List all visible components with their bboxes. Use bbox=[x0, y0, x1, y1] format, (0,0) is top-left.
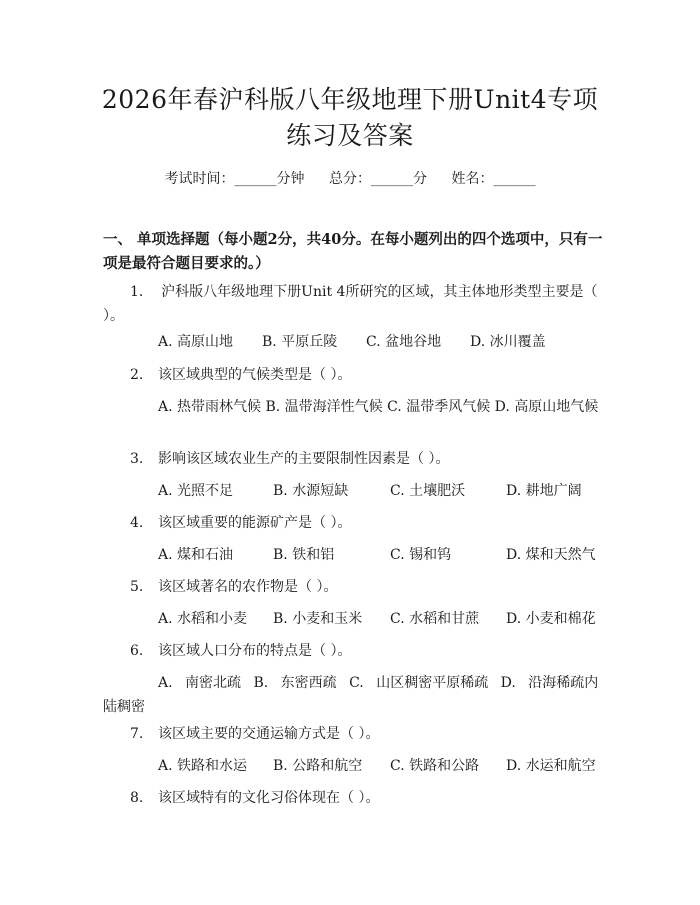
option-d: D. 煤和天然气 bbox=[506, 547, 596, 563]
option-c: C. 水稻和甘蔗 bbox=[390, 611, 480, 627]
option-c: C. 铁路和公路 bbox=[390, 758, 480, 774]
question-text: 该区域重要的能源矿产是（ ）。 bbox=[158, 515, 352, 531]
exam-name: 姓名：______ bbox=[451, 171, 536, 187]
question-text: 该区域主要的交通运输方式是（ ）。 bbox=[158, 726, 380, 742]
option-b: B. 小麦和玉米 bbox=[273, 611, 363, 627]
question-number: 2. bbox=[130, 367, 144, 383]
question-text: 沪科版八年级地理下册Unit 4所研究的区域，其主体地形类型主要是（ ）。 bbox=[103, 284, 598, 324]
option-d: D. 耕地广阔 bbox=[506, 483, 582, 499]
options-2: A. 热带雨林气候 B. 温带海洋性气候 C. 温带季风气候 D. 高原山地气候 bbox=[158, 399, 599, 415]
question-number: 6. bbox=[130, 643, 144, 659]
question-8 bbox=[103, 786, 603, 810]
question-text: 影响该区域农业生产的主要限制性因素是（ ）。 bbox=[158, 451, 450, 467]
question-7 bbox=[103, 722, 603, 746]
option-d: D. 水运和航空 bbox=[506, 758, 596, 774]
question-number: 8. bbox=[130, 790, 144, 806]
document-title-line2: 练习及答案 bbox=[286, 121, 414, 150]
question-text: 该区域典型的气候类型是（ ）。 bbox=[158, 367, 352, 383]
option-d: D. 冰川覆盖 bbox=[470, 334, 546, 350]
exam-time: 考试时间：______分钟 bbox=[164, 171, 305, 187]
question-1 bbox=[103, 280, 603, 328]
options-5 bbox=[103, 607, 603, 631]
option-a: A. 水稻和小麦 bbox=[158, 611, 248, 627]
option-c: C. 盆地谷地 bbox=[366, 334, 442, 350]
question-4 bbox=[103, 511, 603, 535]
question-number: 1. bbox=[130, 284, 144, 300]
option-a: A. 光照不足 bbox=[158, 483, 234, 499]
option-a: A. 铁路和水运 bbox=[158, 758, 248, 774]
section-heading: 一、 单项选择题（每小题2分，共40分。在每小题列出的四个选项中，只有一项是最符合题目要求的。） bbox=[103, 231, 603, 272]
option-b: B. 平原丘陵 bbox=[262, 334, 338, 350]
option-a: A. 煤和石油 bbox=[158, 547, 234, 563]
question-5 bbox=[103, 575, 603, 599]
option-d: D. 小麦和棉花 bbox=[506, 611, 596, 627]
options-1 bbox=[103, 330, 603, 354]
exam-meta bbox=[0, 168, 700, 188]
option-a: A. 高原山地 bbox=[158, 334, 234, 350]
question-number: 5. bbox=[130, 579, 144, 595]
document-title-line1: 2026年春沪科版八年级地理下册Unit4专项 bbox=[101, 85, 599, 114]
question-number: 3. bbox=[130, 451, 144, 467]
options-6: A. 南密北疏 B. 东密西疏 C. 山区稠密平原稀疏 D. 沿海稀疏内陆稠密 bbox=[103, 675, 599, 715]
question-text: 该区域人口分布的特点是（ ）。 bbox=[158, 643, 352, 659]
option-c: C. 锡和钨 bbox=[390, 547, 452, 563]
exam-score: 总分：______分 bbox=[329, 171, 427, 187]
question-text: 该区域著名的农作物是（ ）。 bbox=[158, 579, 338, 595]
option-b: B. 公路和航空 bbox=[273, 758, 363, 774]
option-c: C. 土壤肥沃 bbox=[390, 483, 466, 499]
options-3 bbox=[103, 479, 603, 503]
option-b: B. 水源短缺 bbox=[273, 483, 349, 499]
question-text: 该区域特有的文化习俗体现在（ ）。 bbox=[158, 790, 380, 806]
option-b: B. 铁和铝 bbox=[273, 547, 335, 563]
options-7 bbox=[103, 754, 603, 778]
question-3 bbox=[103, 447, 603, 471]
question-2 bbox=[103, 363, 603, 387]
options-4 bbox=[103, 543, 603, 567]
question-number: 4. bbox=[130, 515, 144, 531]
question-number: 7. bbox=[130, 726, 144, 742]
question-6 bbox=[103, 639, 603, 663]
